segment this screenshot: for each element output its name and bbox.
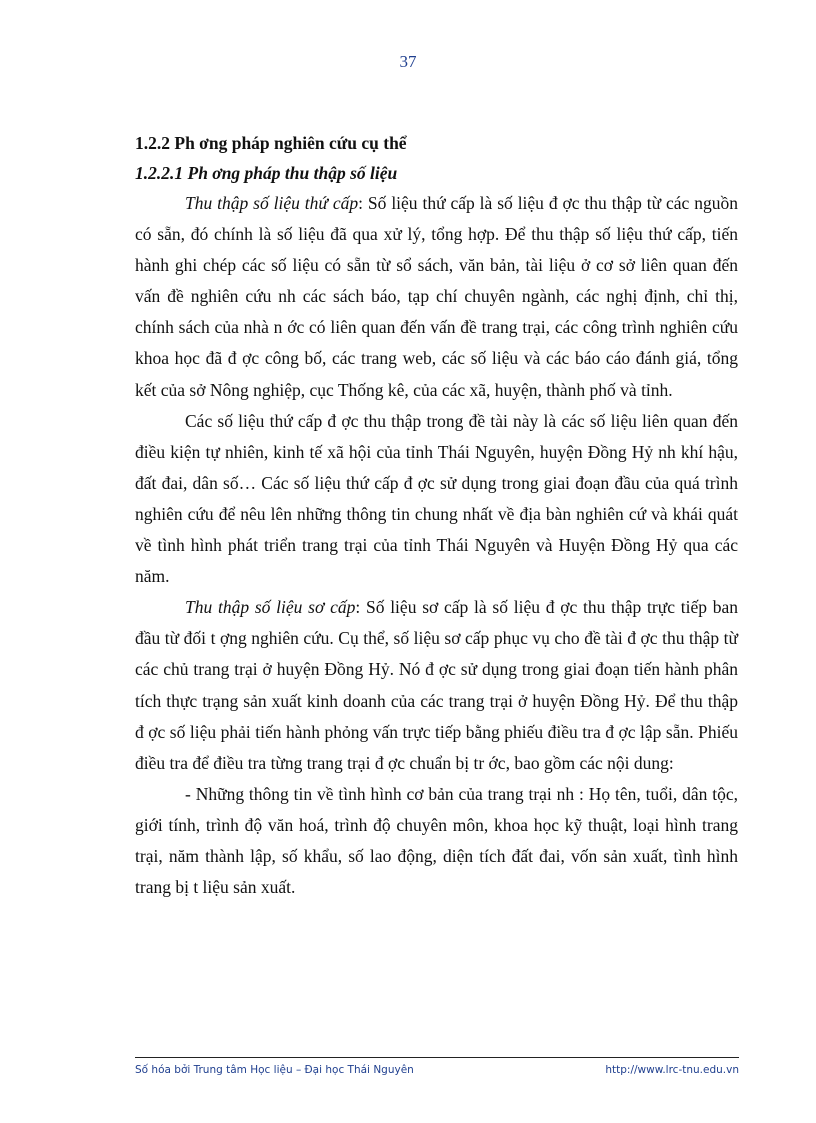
document-body [135,128,738,903]
paragraph-text: - Những thông tin về tình hình cơ bản của trang trại nh : Họ tên, tuổi, dân tộc, giới tính, trình độ văn hoá, trình độ chuyên môn, khoa học kỹ thuật, loại hình trang trại, năm thành lập, số khẩu, số lao động, diện tích đất đai, vốn sản xuất, tình hình trang bị t liệu sản xuất. [135,783,738,898]
paragraph-text: : Số liệu thứ cấp là số liệu đ ợc thu thập từ các nguồn có sẵn, đó chính là số liệu đã qua xử lý, tổng hợp. Để thu thập số liệu thứ cấp, tiến hành ghi chép các số liệu có sẵn từ sổ sách, văn bản, tài liệu ở cơ sở liên quan đến vấn đề nghiên cứu nh các sách báo, tạp chí chuyên ngành, các nghị định, chỉ thị, chính sách của nhà n ớc có liên quan đến vấn đề trang trại, các công trình nghiên cứu khoa học đã đ ợc công bố, các trang web, các số liệu và các báo cáo đánh giá, tổng kết của sở Nông nghiệp, cục Thống kê, của các xã, huyện, thành phố và tỉnh. [135,193,738,400]
page-number: 37 [399,52,417,71]
section-heading: 1.2.2 Ph ơng pháp nghiên cứu cụ thể [135,133,407,153]
paragraph-list-item [135,779,738,903]
paragraph-text: : Số liệu sơ cấp là số liệu đ ợc thu thập trực tiếp ban đầu từ đối t ợng nghiên cứu. Cụ thể, số liệu sơ cấp phục vụ cho đề tài đ ợc thu thập từ các chủ trang trại ở huyện Đồng Hỷ. Nó đ ợc sử dụng trong giai đoạn tiến hành phân tích thực trạng sản xuất kinh doanh của các trang trại ở huyện Đồng Hỷ. Để thu thập đ ợc số liệu phải tiến hành phỏng vấn trực tiếp bằng phiếu điều tra đ ợc lập sẵn. Phiếu điều tra để điều tra từng trang trại đ ợc chuẩn bị tr ớc, bao gồm các nội dung: [135,597,738,773]
footer-divider [135,1057,739,1058]
footer-url: http://www.lrc-tnu.edu.vn [605,1064,739,1076]
paragraph-text: Các số liệu thứ cấp đ ợc thu thập trong đề tài này là các số liệu liên quan đến điều kiện tự nhiên, kinh tế xã hội của tỉnh Thái Nguyên, huyện Đồng Hỷ nh khí hậu, đất đai, dân số… Các số liệu thứ cấp đ ợc sử dụng trong giai đoạn đầu của quá trình nghiên cứu để nêu lên những thông tin chung nhất về địa bàn nghiên cứ và khái quát về tình hình phát triển trang trại của tỉnh Thái Nguyên và Huyện Đồng Hỷ qua các năm. [135,410,738,587]
paragraph-secondary-data [135,188,738,406]
paragraph-primary-data [135,592,738,779]
paragraph-lead: Thu thập số liệu thứ cấp [185,193,359,213]
paragraph-lead: Thu thập số liệu sơ cấp [185,597,356,618]
footer-credit: Số hóa bởi Trung tâm Học liệu – Đại học Thái Nguyên [135,1064,414,1076]
subsection-heading: 1.2.2.1 Ph ơng pháp thu thập số liệu [135,163,398,183]
paragraph-secondary-data-usage [135,406,738,593]
